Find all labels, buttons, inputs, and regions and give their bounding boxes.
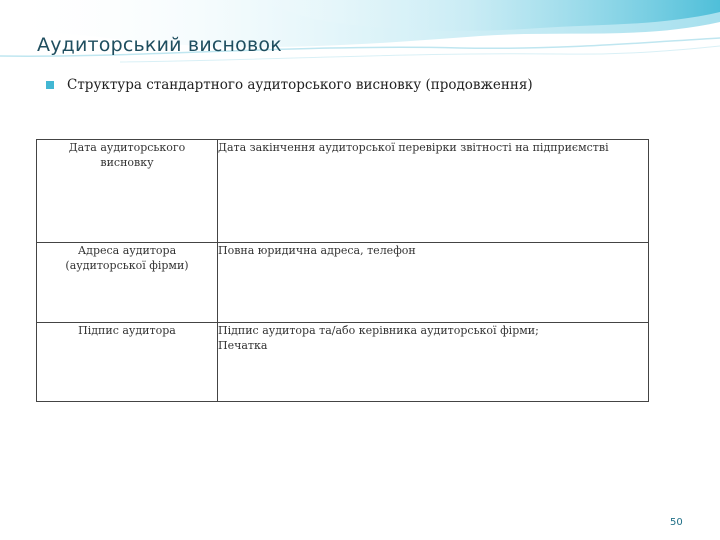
content-address: Повна юридична адреса, телефон [218, 244, 416, 257]
table-cell-label [37, 243, 218, 323]
bullet-square-icon [46, 81, 54, 89]
page-number: 50 [670, 517, 683, 528]
bullet-text: Структура стандартного аудиторського висновку (продовження) [67, 77, 533, 93]
table-row [37, 140, 649, 243]
table-cell-content [218, 323, 649, 402]
table-cell-label [37, 323, 218, 402]
table-cell-content [218, 140, 649, 243]
table-row [37, 243, 649, 323]
label-date: Дата аудиторського висновку [68, 141, 186, 169]
bullet-item [46, 77, 533, 93]
table-cell-label [37, 140, 218, 243]
slide-title: Аудиторський висновок [37, 34, 282, 56]
label-signature: Підпис аудитора [78, 324, 176, 337]
content-signature: Підпис аудитора та/або керівника аудиторської фірми; [218, 324, 539, 337]
content-date: Дата закінчення аудиторської перевірки звітності на підприємстві [218, 141, 609, 154]
content-stamp: Печатка [218, 339, 268, 352]
report-structure-table [36, 139, 649, 402]
label-address: Адреса аудитора (аудиторської фірми) [65, 244, 189, 272]
table-cell-content [218, 243, 649, 323]
table-row [37, 323, 649, 402]
